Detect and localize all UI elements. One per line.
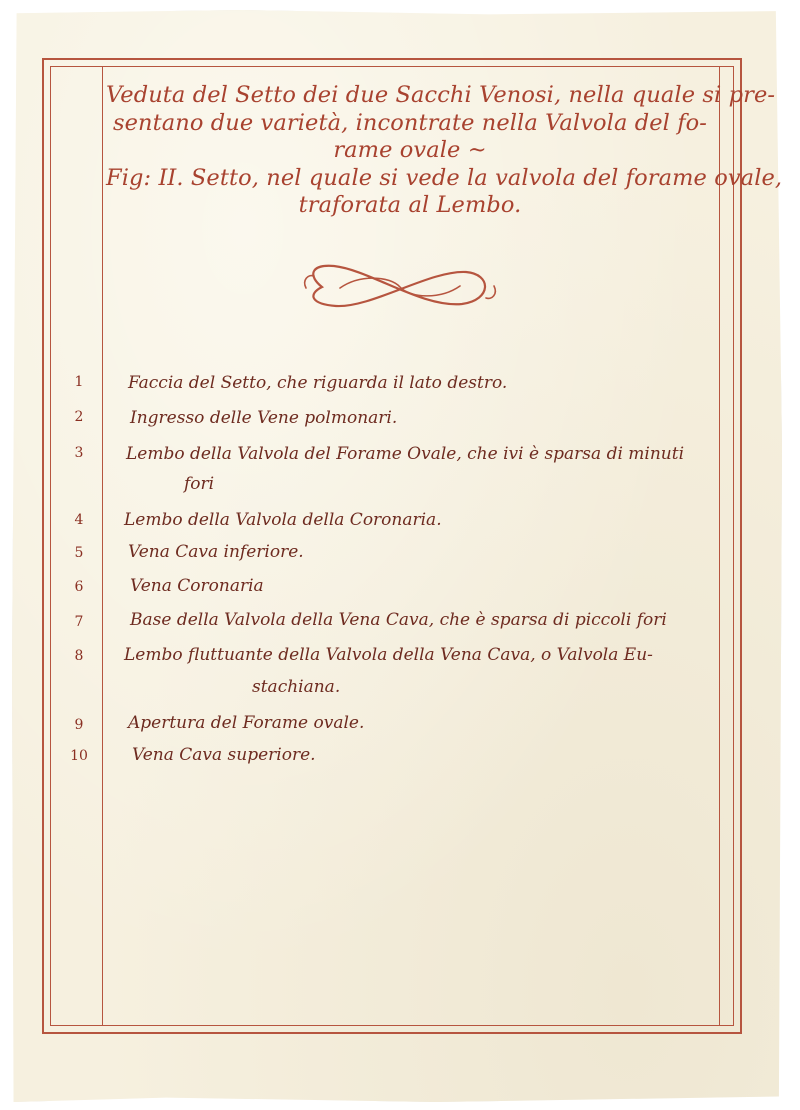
left-margin-rule: [102, 67, 103, 1025]
entry-text: Vena Coronaria: [130, 576, 264, 596]
entry-text: Vena Cava inferiore.: [128, 542, 304, 562]
entry-text: Base della Valvola della Vena Cava, che è sparsa di piccoli fori: [130, 610, 667, 630]
entry-number: 1: [74, 374, 84, 390]
entry-text: Ingresso delle Vene polmonari.: [130, 408, 398, 428]
page-title: [106, 82, 783, 220]
figure-caption-line: traforata al Lembo.: [298, 192, 522, 218]
title-line: sentano due varietà, incontrate nella Valvola del fo-: [113, 109, 707, 136]
figure-caption-line: Fig: II. Setto, nel quale si vede la valvola del forame ovale,: [106, 164, 783, 191]
title-line: Veduta del Setto dei due Sacchi Venosi, nella quale si pre-: [106, 82, 776, 108]
entry-number: 5: [74, 545, 84, 561]
entry-text-continuation: fori: [184, 474, 215, 494]
entry-text: Lembo fluttuante della Valvola della Vena Cava, o Valvola Eu-: [124, 645, 653, 665]
entry-text-continuation: stachiana.: [252, 677, 341, 697]
entry-text: Faccia del Setto, che riguarda il lato destro.: [128, 373, 508, 393]
entry-text: Vena Cava superiore.: [132, 745, 316, 765]
entry-number: 6: [74, 579, 84, 595]
entry-number: 4: [74, 512, 84, 528]
entry-text: Apertura del Forame ovale.: [128, 713, 365, 733]
entry-text: Lembo della Valvola della Coronaria.: [124, 510, 442, 530]
entry-number: 2: [74, 409, 84, 425]
entry-number: 3: [74, 445, 84, 461]
entry-number: 9: [74, 717, 84, 733]
title-line: rame ovale ~: [333, 137, 487, 163]
entry-number: 10: [70, 748, 88, 764]
calligraphic-flourish-icon: [300, 262, 500, 312]
entry-number: 7: [74, 614, 84, 630]
right-margin-rule: [719, 67, 720, 1025]
entry-number: 8: [74, 648, 84, 664]
entry-text: Lembo della Valvola del Forame Ovale, che ivi è sparsa di minuti: [126, 444, 685, 464]
